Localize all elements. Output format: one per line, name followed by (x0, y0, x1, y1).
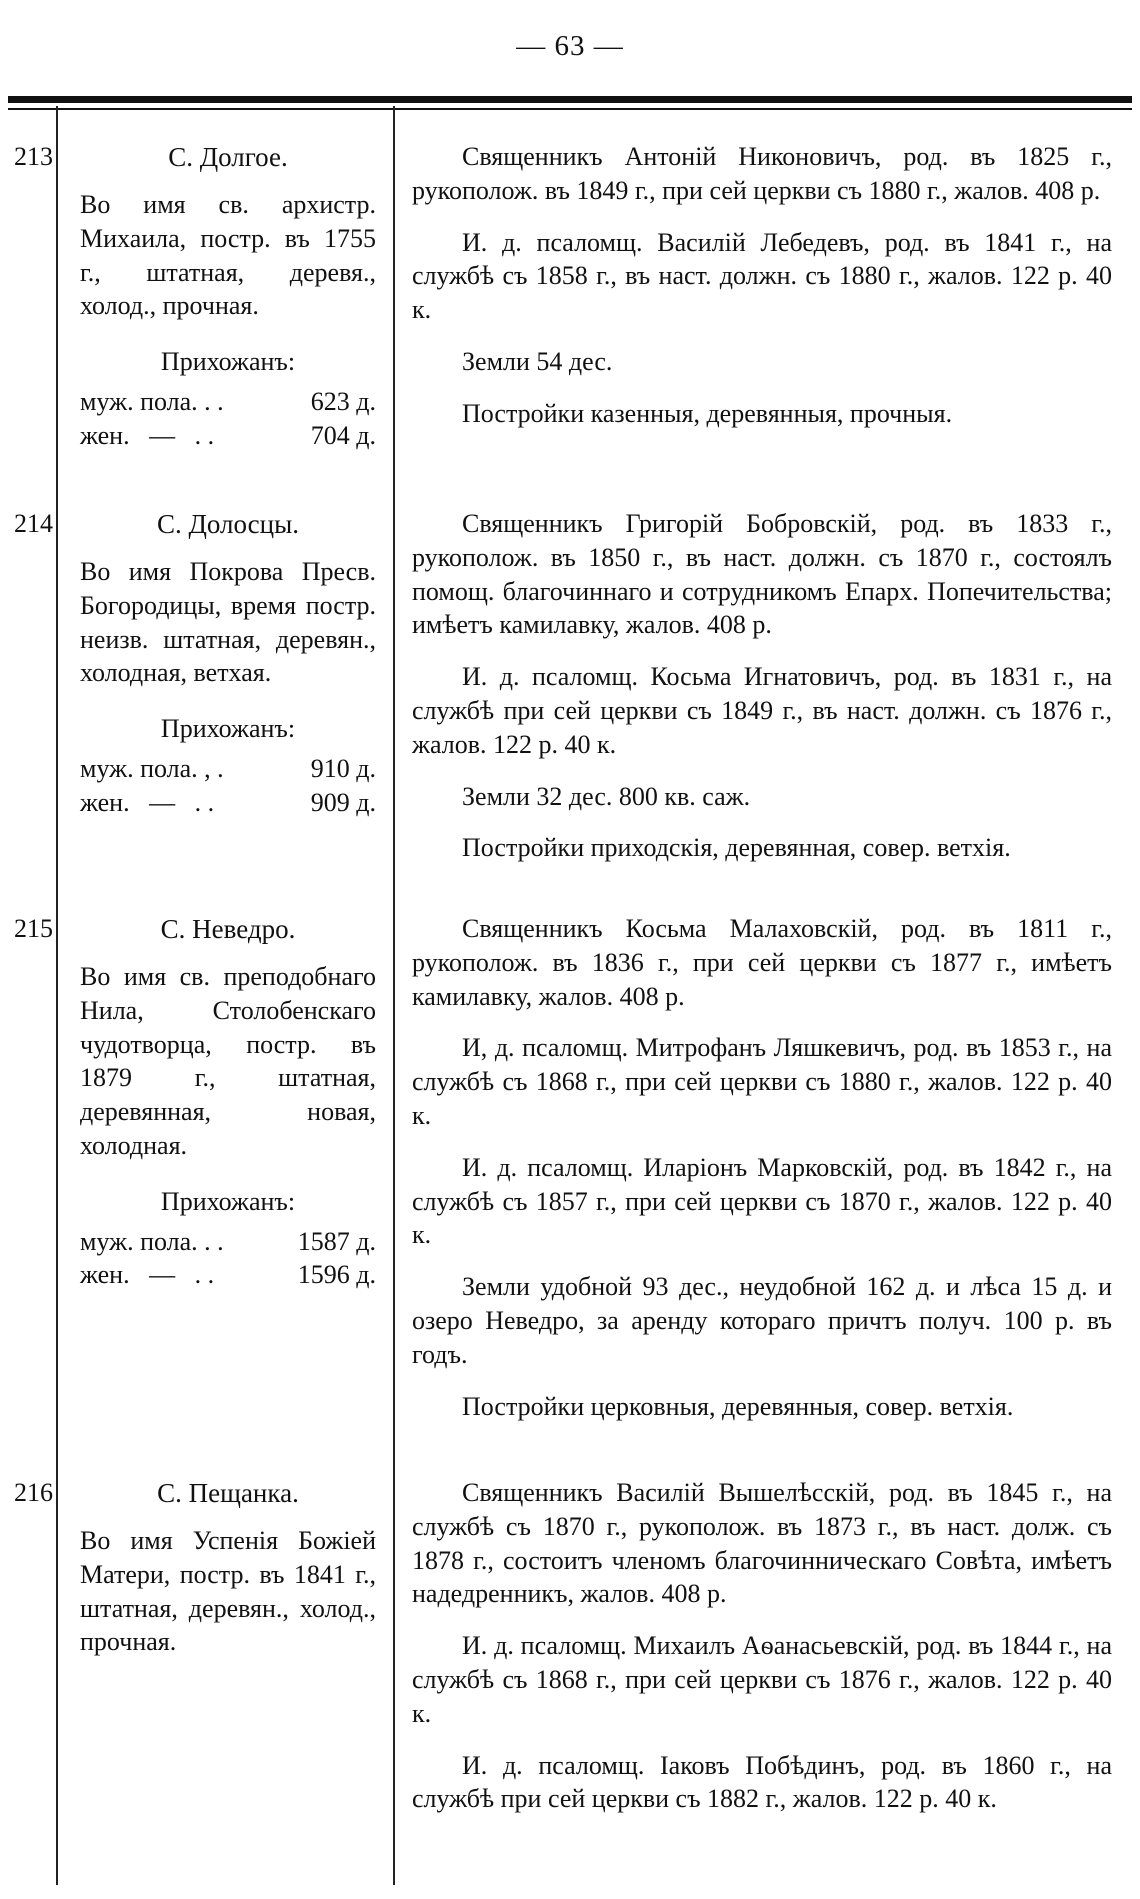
clergy-details (412, 912, 1112, 1441)
parishioners-female-count: 909 д. (310, 787, 376, 817)
clergy-paragraph: И. д. псаломщ. Иларіонъ Марковскій, род. въ 1842 г., на службѣ съ 1857 г., при сей церкви съ 1870 г., жалов. 122 р. 40 к. (412, 1152, 1112, 1250)
entry-number: 216 (14, 1478, 53, 1507)
village-name: С. Пещанка. (157, 1478, 299, 1508)
parishioners-heading: Прихожанъ: (160, 1186, 296, 1216)
parishioners-male-label: муж. пола. , . (80, 754, 224, 784)
parishioners-female-count: 1596 д. (297, 1260, 376, 1290)
parishioners-male-count: 1587 д. (297, 1226, 376, 1256)
column-divider-middle (393, 106, 395, 1885)
land-paragraph: Земли 32 дес. 800 кв. саж. (462, 781, 751, 811)
clergy-details (412, 1476, 1112, 1834)
entry-number: 215 (14, 914, 53, 943)
parishioners-female (80, 419, 376, 453)
parishioners-male-count: 623 д. (310, 387, 376, 417)
church-description (80, 1476, 376, 1659)
church-dedication: Во имя св. преподобнаго Нила, Столобенскаго чудотворца, постр. въ 1879 г., штатная, деревянная, новая, холодная. (80, 962, 376, 1161)
church-description (80, 912, 376, 1292)
clergy-paragraph: Священникъ Василій Вышелѣсскій, род. въ 1845 г., на службѣ съ 1870 г., рукополож. въ 1873 г., въ наст. долж. съ 1878 г., состоитъ членомъ благочинническаго Совѣта, имѣетъ надедренникъ, жалов. 408 р. (412, 1478, 1112, 1609)
parishioners-female-label: жен. — . . (80, 787, 215, 817)
clergy-paragraph: И. д. псаломщ. Косьма Игнатовичъ, род. въ 1831 г., на службѣ при сей церкви съ 1849 г., въ наст. должн. съ 1876 г., жалов. 122 р. 40 к. (412, 662, 1112, 759)
page-number: — 63 — (516, 30, 624, 62)
buildings-paragraph: Постройки казенныя, деревянныя, прочныя. (462, 398, 953, 428)
village-name: С. Долосцы. (156, 509, 300, 539)
church-dedication: Во имя св. архистр. Михаила, постр. въ 1755 г., штатная, деревя., холод., прочная. (80, 190, 376, 321)
entry-number: 213 (14, 142, 53, 171)
top-rule-thin (8, 108, 1132, 110)
parishioners-male (80, 1225, 376, 1259)
parishioners-heading: Прихожанъ: (160, 714, 296, 744)
entry-number: 214 (14, 509, 53, 538)
clergy-details (412, 507, 1112, 883)
clergy-paragraph: Священникъ Косьма Малаховскій, род. въ 1811 г., рукополож. въ 1836 г., при сей церкви съ 1877 г., имѣетъ камилавку, жалов. 408 р. (412, 914, 1112, 1011)
village-name: С. Неведро. (160, 914, 296, 944)
parishioners-female-count: 704 д. (310, 420, 376, 450)
clergy-paragraph: Священникъ Антоній Никоновичъ, род. въ 1825 г., рукополож. въ 1849 г., при сей церкви съ 1880 г., жалов. 408 р. (412, 142, 1112, 205)
village-name: С. Долгое. (168, 142, 288, 172)
parishioners-female (80, 1258, 376, 1292)
clergy-paragraph: И. д. псаломщ. Михаилъ Аѳанасьевскій, род. въ 1844 г., на службѣ съ 1868 г., при сей церкви съ 1876 г., жалов. 122 р. 40 к. (412, 1631, 1112, 1728)
parishioners-male (80, 385, 376, 419)
buildings-paragraph: Постройки приходскія, деревянная, совер. ветхія. (462, 833, 1011, 863)
clergy-details (412, 140, 1112, 449)
church-dedication: Во имя Успенія Божіей Матери, постр. въ 1841 г., штатная, деревян., холод., прочная. (80, 1526, 376, 1657)
parishioners-heading: Прихожанъ: (160, 347, 296, 377)
clergy-paragraph: Священникъ Григорій Бобровскій, род. въ 1833 г., рукополож. въ 1850 г., въ наст. должн. съ 1870 г., состоялъ помощ. благочиннаго и сотрудникомъ Епарх. Попечительства; имѣетъ камилавку, жалов. 408 р. (412, 509, 1112, 640)
parishioners-female-label: жен. — . . (80, 420, 215, 450)
church-description (80, 507, 376, 820)
church-dedication: Во имя Покрова Пресв. Богородицы, время постр. неизв. штатная, деревян., холодная, ветхая. (80, 557, 376, 688)
buildings-paragraph: Постройки церковныя, деревянныя, совер. ветхія. (462, 1391, 1014, 1421)
parishioners-male (80, 752, 376, 786)
clergy-paragraph: И. д. псаломщ. Василій Лебедевъ, род. въ 1841 г., на службѣ съ 1858 г., въ наст. должн. съ 1880 г., жалов. 122 р. 40 к. (412, 227, 1112, 325)
parishioners-female (80, 786, 376, 820)
column-divider-left (56, 106, 58, 1885)
land-paragraph: Земли 54 дес. (462, 346, 613, 376)
top-rule-thick (8, 96, 1132, 103)
clergy-paragraph: И. д. псаломщ. Іаковъ Побѣдинъ, род. въ 1860 г., на службѣ при сей церкви съ 1882 г., жалов. 122 р. 40 к. (412, 1750, 1112, 1814)
land-paragraph: Земли удобной 93 дес., неудобной 162 д. и лѣса 15 д. и озеро Неведро, за аренду котораго причтъ получ. 100 р. въ годъ. (412, 1272, 1112, 1369)
church-description (80, 140, 376, 453)
parishioners-male-label: муж. пола. . . (80, 1226, 224, 1256)
parishioners-male-count: 910 д. (310, 754, 376, 784)
clergy-paragraph: И, д. псаломщ. Митрофанъ Ляшкевичъ, род. въ 1853 г., на службѣ съ 1868 г., при сей церкви съ 1880 г., жалов. 122 р. 40 к. (412, 1033, 1112, 1130)
parishioners-male-label: муж. пола. . . (80, 387, 224, 417)
parishioners-female-label: жен. — . . (80, 1260, 215, 1290)
